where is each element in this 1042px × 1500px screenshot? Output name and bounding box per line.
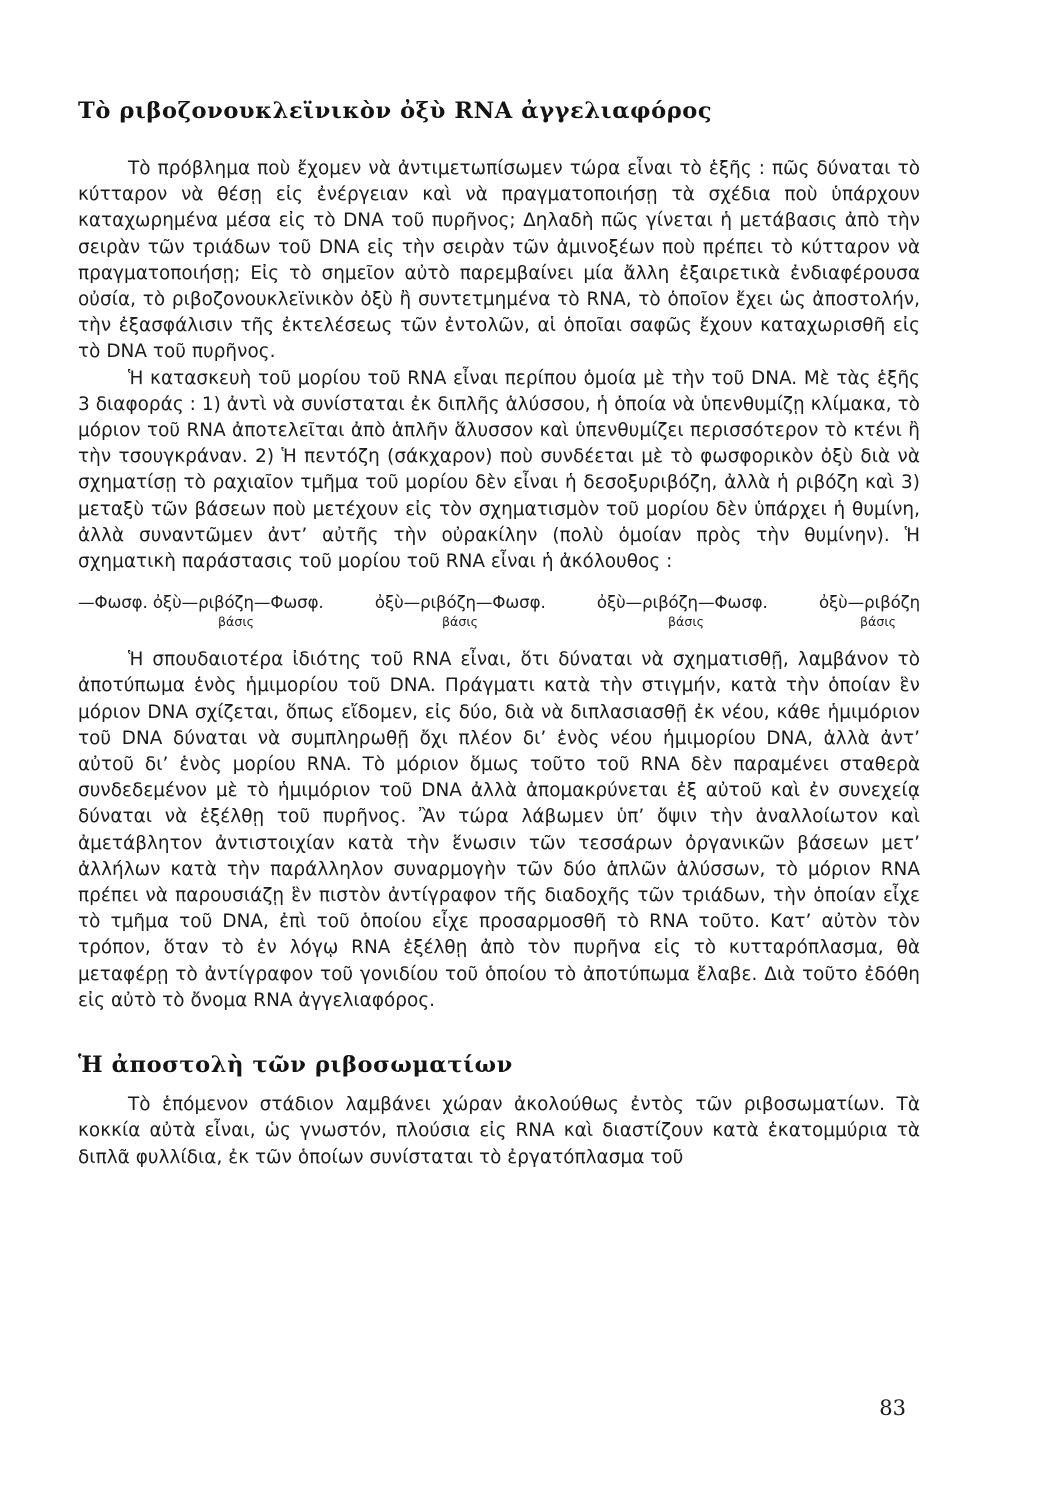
formula-chain [78,593,920,613]
book-page [78,96,920,1466]
formula-bases [78,613,920,635]
paragraph-rna-property: Ἡ σπουδαιοτέρα ἰδιότης τοῦ RNA εἶναι, ὅτι δύναται νὰ σχηματισθῇ, λαμβάνον τὸ ἀποτύπωμα ἑνὸς ἡμιμορίου τοῦ DNA. Πράγματι κατὰ τὴν στιγμήν, κατὰ τὴν ὁποίαν ἓν μόριον DNA σχίζεται, ὅπως εἴδομεν, εἰς δύο, διὰ νὰ διπλασιασθῇ ἐκ νέου, κάθε ἡμιμόριον τοῦ DNA δύναται νὰ συμπληρωθῇ ὄχι πλέον δι’ ἑνὸς νέου ἡμιμορίου DNA, ἀλλὰ ἀντ’ αὐτοῦ δι’ ἑνὸς μορίου RNA. Τὸ μόριον ὅμως τοῦτο τοῦ RNA δὲν παραμένει σταθερὰ συνδεδεμένον μὲ τὸ ἡμιμόριον τοῦ DNA ἀλλὰ ἀπομακρύνεται ἐξ αὐτοῦ καὶ ἐν συνεχείᾳ δύναται νὰ ἐξέλθῃ τοῦ πυρῆνος. Ἂν τώρα λάβωμεν ὑπ’ ὄψιν τὴν ἀναλλοίωτον καὶ ἀμετάβλητον ἀντιστοιχίαν κατὰ τὴν ἕνωσιν τῶν τεσσάρων ὀργανικῶν βάσεων μετ’ ἀλλήλων κατὰ τὴν παράλληλον συναρμογὴν τῶν δύο ἁπλῶν ἁλύσσων, τὸ μόριον RNA πρέπει νὰ παρουσιάζῃ ἓν πιστὸν ἀντίγραφον τῆς διαδοχῆς τῶν τριάδων, τὴν ὁποίαν εἶχε τὸ τμῆμα τοῦ DNA, ἐπὶ τοῦ ὁποίου εἶχε προσαρμοσθῆ τὸ RNA τοῦτο. Κατ’ αὐτὸν τὸν τρόπον, ὅταν τὸ ἐν λόγῳ RNA ἐξέλθῃ ἀπὸ τὸν πυρῆνα εἰς τὸ κυτταρόπλασμα, θὰ μεταφέρῃ τὸ ἀντίγραφον τοῦ γονιδίου τοῦ ὁποίου τὸ ἀποτύπωμα ἔλαβε. Διὰ τοῦτο ἐδόθη εἰς αὐτὸ τὸ ὄνομα RNA ἀγγελιαφόρος. [78,649,920,1011]
rna-schematic-formula [78,593,920,635]
paragraph-problem: Τὸ πρόβλημα ποὺ ἔχομεν νὰ ἀντιμετωπίσωμεν τώρα εἶναι τὸ ἑξῆς : πῶς δύναται τὸ κύτταρον νὰ θέσῃ εἰς ἐνέργειαν καὶ νὰ πραγματοποιήσῃ τὰ σχέδια ποὺ ὑπάρχουν καταχωρημένα μέσα εἰς τὸ DNA τοῦ πυρῆνος; Δηλαδὴ πῶς γίνεται ἡ μετάβασις ἀπὸ τὴν σειρὰν τῶν τριάδων τοῦ DNA εἰς τὴν σειρὰν τῶν ἀμινοξέων ποὺ πρέπει τὸ κύτταρον νὰ πραγματοποιήσῃ; Εἰς τὸ σημεῖον αὐτὸ παρεμβαίνει μία ἄλλη ἐξαιρετικὰ ἐνδιαφέρουσα οὐσία, τὸ ριβοζονουκλεϊνικὸν ὀξὺ ἢ συντετμημένα τὸ RNA, τὸ ὁποῖον ἔχει ὡς ἀποστολήν, τὴν ἐξασφάλισιν τῆς ἐκτελέσεως τῶν ἐντολῶν, αἱ ὁποῖαι σαφῶς ἔχουν καταχωρισθῆ εἰς τὸ DNA τοῦ πυρῆνος. [78,158,920,363]
base-label: βάσις [860,614,896,630]
base-label: βάσις [442,614,478,630]
paragraph-ribosomes: Τὸ ἑπόμενον στάδιον λαμβάνει χώραν ἀκολούθως ἐντὸς τῶν ριβοσωματίων. Τὰ κοκκία αὐτὰ εἶναι, ὡς γνωστόν, πλούσια εἰς RNA καὶ διαστίζουν κατὰ ἑκατομμύρια τὰ διπλᾶ φυλλίδια, ἐκ τῶν ὁποίων συνίσταται τὸ ἐργατόπλασμα τοῦ [78,1094,920,1168]
formula-segment: ὀξὺ—ριβόζη—Φωσφ. [374,593,546,613]
base-label: βάσις [668,614,704,630]
formula-segment: ὀξὺ—ριβόζη [818,593,920,613]
section-title-rna-messenger: Τὸ ριβοζονουκλεϊνικὸν ὀξὺ RNA ἀγγελιαφόρος [78,98,713,124]
page-number: 83 [879,1396,906,1420]
formula-segment: ὀξὺ—ριβόζη—Φωσφ. [596,593,768,613]
base-label: βάσις [218,614,254,630]
paragraph-rna-structure: Ἡ κατασκευὴ τοῦ μορίου τοῦ RNA εἶναι περίπου ὁμοία μὲ τὴν τοῦ DNA. Μὲ τὰς ἑξῆς 3 διαφοράς : 1) ἀντὶ νὰ συνίσταται ἐκ διπλῆς ἁλύσσου, ἡ ὁποία νὰ ὑπενθυμίζῃ κλίμακα, τὸ μόριον τοῦ RNA ἀποτελεῖται ἀπὸ ἁπλῆν ἅλυσσον καὶ ὑπενθυμίζει περισσότερον τὸ κτένι ἢ τὴν τσουγκράναν. 2) Ἡ πεντόζη (σάκχαρον) ποὺ συνδέεται μὲ τὸ φωσφορικὸν ὀξὺ διὰ νὰ σχηματίσῃ τὸ ραχιαῖον τμῆμα τοῦ μορίου δὲν εἶναι ἡ δεσοξυριβόζη, ἀλλὰ ἡ ριβόζη καὶ 3) μεταξὺ τῶν βάσεων ποὺ μετέχουν εἰς τὸν σχηματισμὸν τοῦ μορίου δὲν ὑπάρχει ἡ θυμίνη, ἀλλὰ συναντῶμεν ἀντ’ αὐτῆς τὴν οὐρακίλην (πολὺ ὁμοίαν πρὸς τὴν θυμίνην). Ἡ σχηματικὴ παράστασις τοῦ μορίου τοῦ RNA εἶναι ἡ ἀκόλουθος : [78,367,920,573]
section-title-ribosomes: Ἡ ἀποστολὴ τῶν ριβοσωματίων [78,1052,513,1079]
formula-segment: —Φωσφ. ὀξὺ—ριβόζη—Φωσφ. [78,593,324,613]
